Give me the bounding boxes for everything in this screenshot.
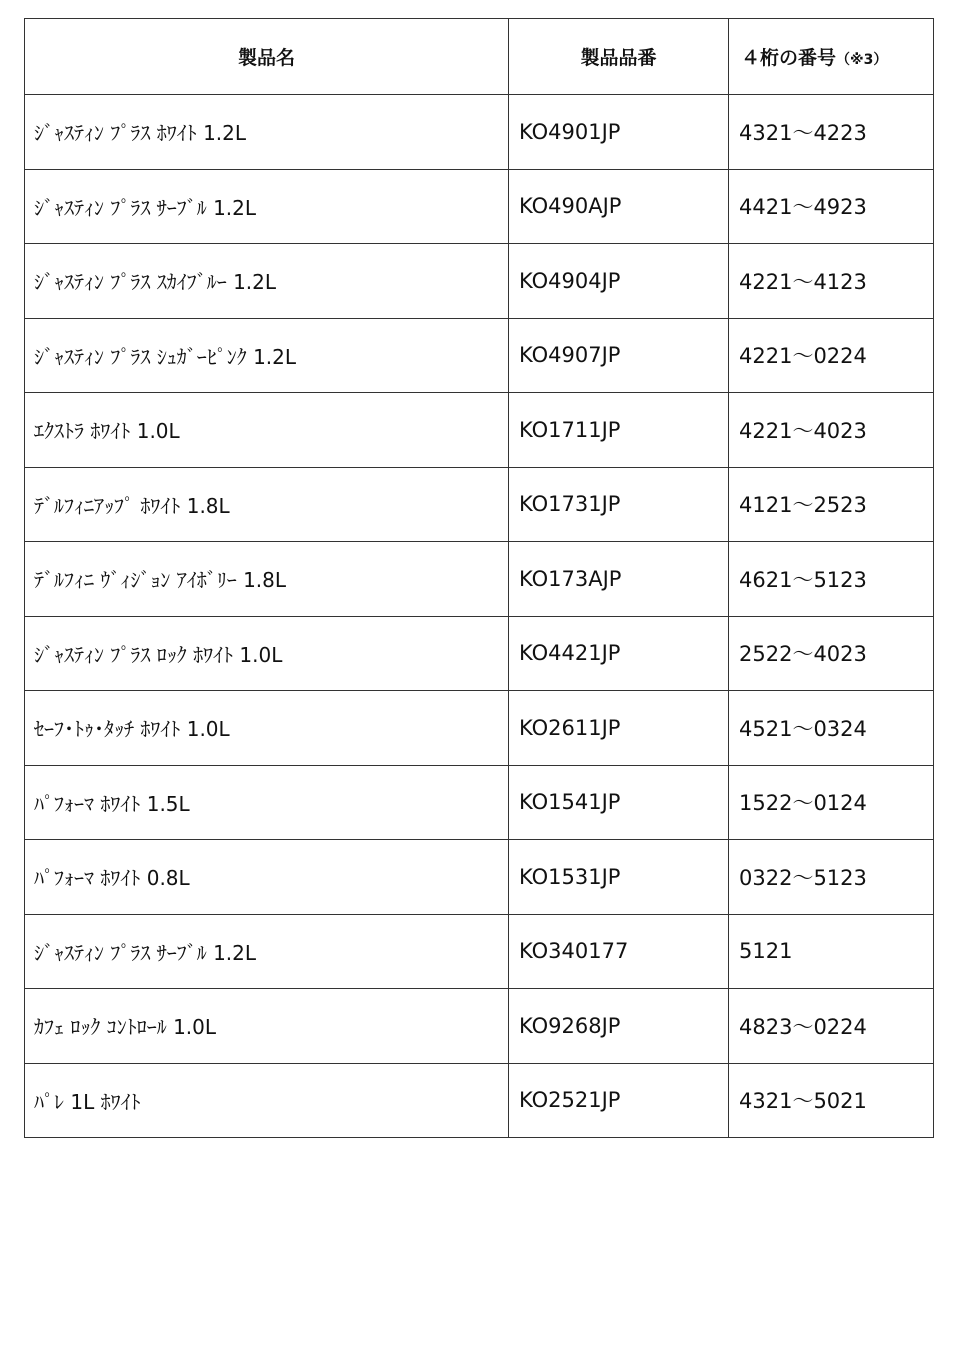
product-code-cell: KO2611JP <box>509 691 729 766</box>
product-name-cell: ﾃﾞﾙﾌｨﾆ ｳﾞｨｼﾞｮﾝ ｱｲﾎﾞﾘｰ 1.8L <box>25 542 509 617</box>
table-row <box>25 318 934 393</box>
four-digit-number-cell: 4121～2523 <box>729 467 934 542</box>
four-digit-number-cell: 4221～0224 <box>729 318 934 393</box>
product-name-cell: ﾊﾟﾌｫｰﾏ ﾎﾜｲﾄ 0.8L <box>25 840 509 915</box>
product-name-cell: ｾｰﾌ･ﾄｩ･ﾀｯﾁ ﾎﾜｲﾄ 1.0L <box>25 691 509 766</box>
four-digit-number-cell: 4621～5123 <box>729 542 934 617</box>
table-row <box>25 691 934 766</box>
table-row <box>25 169 934 244</box>
product-name-cell: ﾊﾟﾚ 1L ﾎﾜｲﾄ <box>25 1063 509 1138</box>
product-name-cell: ｼﾞｬｽﾃｨﾝ ﾌﾟﾗｽ ｻｰﾌﾞﾙ 1.2L <box>25 169 509 244</box>
product-code-cell: KO4907JP <box>509 318 729 393</box>
product-code-cell: KO490AJP <box>509 169 729 244</box>
table-row <box>25 542 934 617</box>
table-row <box>25 765 934 840</box>
four-digit-number-cell: 1522～0124 <box>729 765 934 840</box>
product-code-cell: KO1541JP <box>509 765 729 840</box>
four-digit-number-cell: 4221～4123 <box>729 244 934 319</box>
four-digit-number-cell: 4823～0224 <box>729 989 934 1064</box>
header-four-digit-label: ４桁の番号 <box>741 47 837 69</box>
product-code-cell: KO4901JP <box>509 95 729 170</box>
product-code-cell: KO4421JP <box>509 616 729 691</box>
four-digit-number-cell: 4421～4923 <box>729 169 934 244</box>
table-row <box>25 914 934 989</box>
product-code-cell: KO1731JP <box>509 467 729 542</box>
table-row <box>25 95 934 170</box>
product-code-cell: KO2521JP <box>509 1063 729 1138</box>
four-digit-number-cell: 5121 <box>729 914 934 989</box>
product-code-cell: KO9268JP <box>509 989 729 1064</box>
four-digit-number-cell: 2522～4023 <box>729 616 934 691</box>
four-digit-number-cell: 4221～4023 <box>729 393 934 468</box>
header-four-digit-number <box>729 19 934 95</box>
four-digit-number-cell: 0322～5123 <box>729 840 934 915</box>
table-row <box>25 616 934 691</box>
header-product-code: 製品品番 <box>509 19 729 95</box>
header-row <box>25 19 934 95</box>
product-name-cell: ｼﾞｬｽﾃｨﾝ ﾌﾟﾗｽ ｼｭｶﾞｰﾋﾟﾝｸ 1.2L <box>25 318 509 393</box>
table-row <box>25 393 934 468</box>
header-four-digit-note: （※3） <box>836 52 888 68</box>
product-code-cell: KO340177 <box>509 914 729 989</box>
table-header <box>25 19 934 95</box>
table-row <box>25 840 934 915</box>
table-row <box>25 467 934 542</box>
product-code-cell: KO1711JP <box>509 393 729 468</box>
table-row <box>25 989 934 1064</box>
product-name-cell: ｴｸｽﾄﾗ ﾎﾜｲﾄ 1.0L <box>25 393 509 468</box>
table-body <box>25 95 934 1138</box>
four-digit-number-cell: 4321～5021 <box>729 1063 934 1138</box>
product-name-cell: ｼﾞｬｽﾃｨﾝ ﾌﾟﾗｽ ｽｶｲﾌﾞﾙｰ 1.2L <box>25 244 509 319</box>
product-code-cell: KO173AJP <box>509 542 729 617</box>
product-code-cell: KO4904JP <box>509 244 729 319</box>
product-name-cell: ｼﾞｬｽﾃｨﾝ ﾌﾟﾗｽ ﾛｯｸ ﾎﾜｲﾄ 1.0L <box>25 616 509 691</box>
product-name-cell: ﾊﾟﾌｫｰﾏ ﾎﾜｲﾄ 1.5L <box>25 765 509 840</box>
product-code-cell: KO1531JP <box>509 840 729 915</box>
product-table <box>24 18 934 1138</box>
four-digit-number-cell: 4521～0324 <box>729 691 934 766</box>
table-row <box>25 1063 934 1138</box>
four-digit-number-cell: 4321～4223 <box>729 95 934 170</box>
header-product-name: 製品名 <box>25 19 509 95</box>
product-name-cell: ﾃﾞﾙﾌｨﾆｱｯﾌﾟ ﾎﾜｲﾄ 1.8L <box>25 467 509 542</box>
product-name-cell: ｼﾞｬｽﾃｨﾝ ﾌﾟﾗｽ ﾎﾜｲﾄ 1.2L <box>25 95 509 170</box>
product-name-cell: ｼﾞｬｽﾃｨﾝ ﾌﾟﾗｽ ｻｰﾌﾞﾙ 1.2L <box>25 914 509 989</box>
product-name-cell: ｶﾌｪ ﾛｯｸ ｺﾝﾄﾛｰﾙ 1.0L <box>25 989 509 1064</box>
table-row <box>25 244 934 319</box>
